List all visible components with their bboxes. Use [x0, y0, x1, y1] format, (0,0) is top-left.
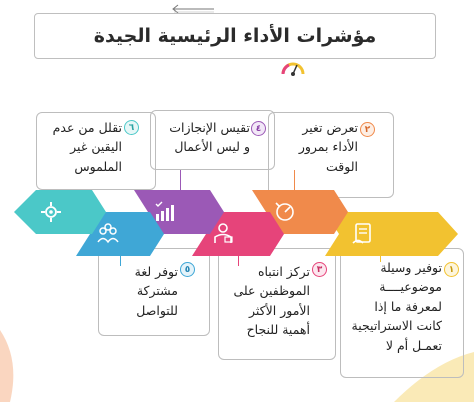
team-communication-icon [95, 221, 121, 247]
item-badge-2: ٢ [360, 122, 375, 137]
item-text-3: تركز انتباه الموظفين على الأمور الأكثر أهمية للنجاح [233, 264, 310, 338]
gauge-icon [281, 56, 305, 78]
item-text-2: تعرض تغير الأداء بمرور الوقت [298, 120, 358, 174]
item-badge-1: ١ [444, 262, 459, 277]
item-badge-6: ٦ [124, 120, 139, 135]
item-text-4: تقيس الإنجازات و ليس الأعمال [169, 120, 250, 155]
corner-decoration-left [0, 300, 40, 402]
item-text-6: تقلل من عدم اليقين غير الملموس [52, 120, 122, 174]
strategy-doc-icon [350, 221, 376, 247]
item-badge-4: ٤ [251, 121, 266, 136]
page-title: مؤشرات الأداء الرئيسية الجيدة [34, 13, 436, 59]
item-text-5: توفر لغة مشتركة للتواصل [134, 264, 178, 318]
chart-progress-icon [272, 199, 298, 225]
item-text-1: توفير وسيلة موضوعيــــة لمعرفة ما إذا كانت الاستراتيجية تعمـل أم لا [351, 260, 442, 353]
achievement-chart-icon [152, 199, 178, 225]
connector-4 [180, 170, 181, 190]
presenter-icon [210, 221, 236, 247]
item-badge-3: ٣ [312, 262, 327, 277]
gear-head-icon [38, 199, 64, 225]
item-badge-5: ٥ [180, 262, 195, 277]
